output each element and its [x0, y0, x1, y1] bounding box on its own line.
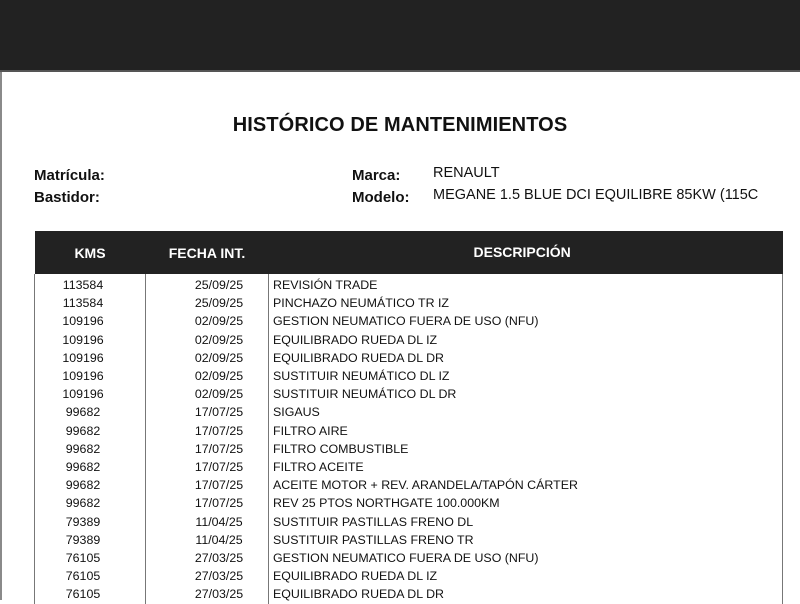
marca-value: RENAULT — [433, 165, 500, 181]
kms-cell: 99682 — [35, 458, 146, 476]
fecha-cell: 25/09/25 — [146, 274, 269, 294]
kms-cell: 109196 — [35, 385, 146, 403]
kms-cell: 109196 — [35, 312, 146, 330]
kms-cell: 109196 — [35, 349, 146, 367]
table-row — [35, 274, 783, 294]
kms-cell: 113584 — [35, 274, 146, 294]
viewer-top-bar — [0, 0, 800, 72]
kms-cell: 99682 — [35, 403, 146, 421]
descripcion-cell: SUSTITUIR NEUMÁTICO DL IZ — [269, 367, 783, 385]
fecha-cell: 02/09/25 — [146, 331, 269, 349]
table-row — [35, 367, 783, 385]
kms-cell: 79389 — [35, 513, 146, 531]
table-row — [35, 385, 783, 403]
fecha-cell: 17/07/25 — [146, 476, 269, 494]
bastidor-label: Bastidor: — [34, 189, 100, 206]
document-title: HISTÓRICO DE MANTENIMIENTOS — [232, 114, 568, 136]
fecha-cell: 27/03/25 — [146, 567, 269, 585]
table-row — [35, 513, 783, 531]
kms-cell: 99682 — [35, 440, 146, 458]
table-row — [35, 531, 783, 549]
fecha-cell: 27/03/25 — [146, 585, 269, 603]
fecha-cell: 27/03/25 — [146, 549, 269, 567]
kms-cell: 113584 — [35, 294, 146, 312]
descripcion-cell: EQUILIBRADO RUEDA DL DR — [269, 349, 783, 367]
descripcion-cell: SUSTITUIR PASTILLAS FRENO DL — [269, 513, 783, 531]
kms-cell: 79389 — [35, 531, 146, 549]
fecha-cell: 02/09/25 — [146, 385, 269, 403]
descripcion-cell: SUSTITUIR NEUMÁTICO DL DR — [269, 385, 783, 403]
modelo-label: Modelo: — [352, 189, 410, 206]
descripcion-cell: GESTION NEUMATICO FUERA DE USO (NFU) — [269, 312, 783, 330]
kms-cell: 99682 — [35, 422, 146, 440]
kms-cell: 99682 — [35, 476, 146, 494]
table-row — [35, 585, 783, 603]
table-row — [35, 294, 783, 312]
descripcion-cell: FILTRO COMBUSTIBLE — [269, 440, 783, 458]
fecha-cell: 11/04/25 — [146, 513, 269, 531]
table-row — [35, 403, 783, 421]
header-fecha: FECHA INT. — [168, 244, 246, 261]
table-row — [35, 476, 783, 494]
descripcion-cell: SIGAUS — [269, 403, 783, 421]
fecha-cell: 17/07/25 — [146, 440, 269, 458]
fecha-cell: 17/07/25 — [146, 422, 269, 440]
marca-label: Marca: — [352, 167, 401, 184]
header-descripcion: DESCRIPCIÓN — [473, 243, 571, 260]
table-row — [35, 440, 783, 458]
fecha-cell: 02/09/25 — [146, 349, 269, 367]
table-row — [35, 349, 783, 367]
table-header-row — [35, 231, 783, 274]
table-row — [35, 458, 783, 476]
table-row — [35, 549, 783, 567]
descripcion-cell: REVISIÓN TRADE — [269, 274, 783, 294]
descripcion-cell: EQUILIBRADO RUEDA DL IZ — [269, 567, 783, 585]
table-row — [35, 422, 783, 440]
descripcion-cell: EQUILIBRADO RUEDA DL DR — [269, 585, 783, 603]
kms-cell: 109196 — [35, 367, 146, 385]
fecha-cell: 17/07/25 — [146, 494, 269, 512]
descripcion-cell: GESTION NEUMATICO FUERA DE USO (NFU) — [269, 549, 783, 567]
descripcion-cell: SUSTITUIR PASTILLAS FRENO TR — [269, 531, 783, 549]
descripcion-cell: ACEITE MOTOR + REV. ARANDELA/TAPÓN CÁRTER — [269, 476, 783, 494]
table-body — [35, 274, 783, 604]
descripcion-cell: REV 25 PTOS NORTHGATE 100.000KM — [269, 494, 783, 512]
table-row — [35, 312, 783, 330]
maintenance-table-container — [34, 231, 782, 604]
table-row — [35, 331, 783, 349]
matricula-label: Matrícula: — [34, 167, 105, 184]
fecha-cell: 17/07/25 — [146, 403, 269, 421]
fecha-cell: 25/09/25 — [146, 294, 269, 312]
fecha-cell: 02/09/25 — [146, 312, 269, 330]
fecha-cell: 11/04/25 — [146, 531, 269, 549]
header-kms: KMS — [74, 244, 106, 261]
descripcion-cell: PINCHAZO NEUMÁTICO TR IZ — [269, 294, 783, 312]
table-row — [35, 494, 783, 512]
modelo-value: MEGANE 1.5 BLUE DCI EQUILIBRE 85KW (115C — [433, 187, 759, 203]
fecha-cell: 17/07/25 — [146, 458, 269, 476]
descripcion-cell: FILTRO AIRE — [269, 422, 783, 440]
fecha-cell: 02/09/25 — [146, 367, 269, 385]
descripcion-cell: EQUILIBRADO RUEDA DL IZ — [269, 331, 783, 349]
descripcion-cell: FILTRO ACEITE — [269, 458, 783, 476]
kms-cell: 76105 — [35, 549, 146, 567]
kms-cell: 99682 — [35, 494, 146, 512]
kms-cell: 76105 — [35, 585, 146, 603]
kms-cell: 76105 — [35, 567, 146, 585]
maintenance-table — [34, 231, 783, 604]
kms-cell: 109196 — [35, 331, 146, 349]
table-row — [35, 567, 783, 585]
